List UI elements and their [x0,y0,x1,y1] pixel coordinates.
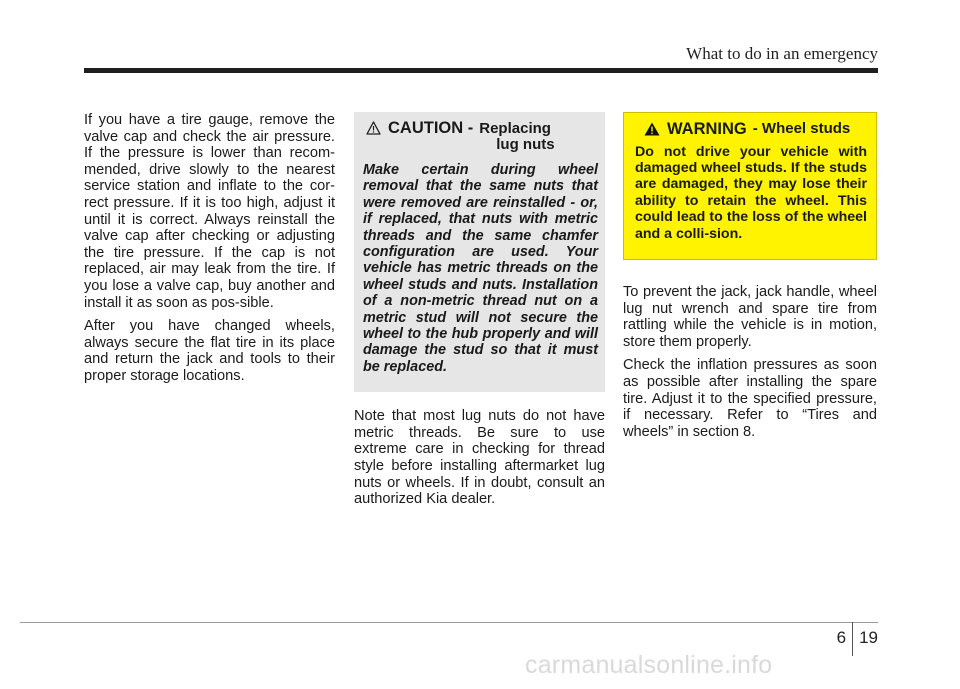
page-number [837,628,878,656]
page-header-title: What to do in an emergency [686,44,878,63]
caution-label: CAUTION - [388,119,474,137]
warning-label: WARNING [667,120,747,138]
column-left [84,112,335,392]
paragraph-check-inflation: Check the inflation pressures as soon as possible after installing the spare tire. Adjust it to the specified pressure, if necessary. Refer to “Tires and wheels” in section 8. [623,357,877,440]
column-middle [354,112,605,515]
column-right [623,112,877,447]
footer-rule [20,622,878,623]
warning-box [623,112,877,260]
paragraph-lug-nuts-note: Note that most lug nuts do not have metric threads. Be sure to use extreme care in checking for thread style before installing aftermarket lug nuts or wheels. If in doubt, consult an authorized Kia dealer. [354,408,605,508]
caution-header [363,120,598,153]
chapter-number: 6 [836,628,847,647]
caution-body: Make certain during wheel removal that the same nuts that were removed are reinstalled - or, if replaced, that nuts with metric threads and the same chamfer configuration are used. Your vehicle has metric threads on the wheel studs and nuts. Installation of a non-metric thread nut on a metric stud will not secure the wheel to the hub properly and will damage the stud so that it must be replaced. [363,162,598,375]
caution-title-line1: Replacing [479,120,551,137]
paragraph-after-changing: After you have changed wheels, always secure the flat tire in its place and return the jack and tools to their proper storage locations. [84,318,335,384]
watermark: carmanualsonline.info [525,651,773,679]
paragraph-tire-gauge: If you have a tire gauge, remove the valve cap and check the air pressure. If the pressure is lower than recom-mended, drive slowly to the nearest service station and inflate to the cor-rect pressure. If it is too high, adjust it until it is correct. Always reinstall the valve cap after checking or adjusting the tire pressure. If the cap is not replaced, air may leak from the tire. If you lose a valve cap, buy another and install it as soon as pos-sible. [84,112,335,311]
caution-box [354,112,605,392]
warning-header [635,121,867,138]
paragraph-prevent-rattling: To prevent the jack, jack handle, wheel lug nut wrench and spare tire from rattling while the vehicle is in motion, store them properly. [623,284,877,350]
caution-title [479,120,554,153]
warning-triangle-icon [644,122,660,136]
warning-title: - Wheel studs [752,120,851,137]
page-number-value: 19 [859,628,878,647]
caution-title-line2: lug nuts [496,136,555,153]
warning-body: Do not drive your vehicle with damaged wheel studs. If the studs are damaged, they may lose their ability to retain the wheel. This could lead to the loss of the wheel and a colli-sion. [635,143,867,242]
caution-triangle-icon [366,121,381,135]
header-rule [84,68,878,73]
